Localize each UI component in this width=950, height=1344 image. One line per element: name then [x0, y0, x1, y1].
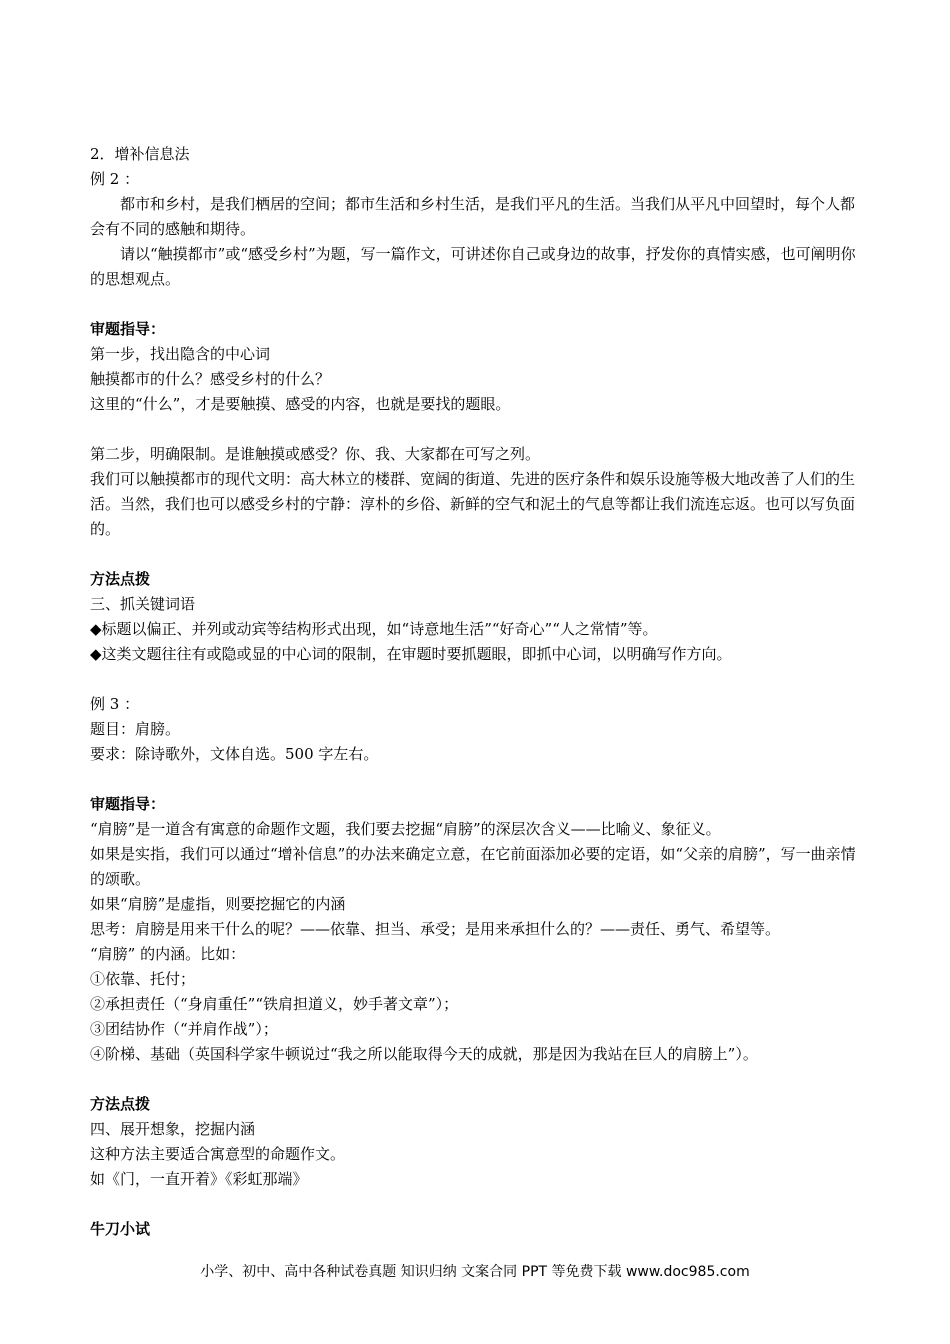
text-line: “肩膀”是一道含有寓意的命题作文题，我们要去挖掘“肩膀”的深层次含义——比喻义、象征义。	[90, 820, 721, 838]
text-line: 要求：除诗歌外，文体自选。500 字左右。	[90, 745, 379, 763]
text-line: 如果“肩膀”是虚指，则要挖掘它的内涵	[90, 895, 346, 913]
text-line: 题目：肩膀。	[90, 720, 181, 738]
guide-heading: 审题指导：	[90, 795, 166, 813]
text-paragraph: 我们可以触摸都市的现代文明：高大林立的楼群、宽阔的街道、先进的医疗条件和娱乐设施等极大地改善了人们的生活。当然，我们也可以感受乡村的宁静：淳朴的乡俗、新鲜的空气和泥土的气息等都让我们流连忘返。也可以写负面的。	[90, 470, 856, 538]
list-item: ④阶梯、基础（英国科学家牛顿说过“我之所以能取得今天的成就，那是因为我站在巨人的肩膀上”）。	[90, 1045, 758, 1063]
bullet-line: ◆这类文题往往有或隐或显的中心词的限制，在审题时要抓题眼，即抓中心词，以明确写作方向。	[90, 645, 732, 663]
text-line: 思考：肩膀是用来干什么的呢？——依靠、担当、承受；是用来承担什么的？——责任、勇气、希望等。	[90, 920, 781, 938]
text-line: 如《门，一直开着》《彩虹那端》	[90, 1170, 308, 1188]
text-line: “肩膀” 的内涵。比如：	[90, 945, 246, 963]
text-line: 触摸都市的什么？感受乡村的什么？	[90, 370, 331, 388]
trial-heading: 牛刀小试	[90, 1220, 151, 1238]
method-heading: 方法点拨	[90, 570, 151, 588]
list-item: ③团结协作（“并肩作战”）；	[90, 1020, 278, 1038]
text-line: 三、抓关键词语	[90, 595, 196, 613]
list-item: ②承担责任（“身肩重任”“铁肩担道义，妙手著文章”）；	[90, 995, 459, 1013]
text-line: 四、展开想象，挖掘内涵	[90, 1120, 256, 1138]
list-item: ①依靠、托付；	[90, 970, 196, 988]
text-paragraph: 如果是实指，我们可以通过“增补信息”的办法来确定立意，在它前面添加必要的定语，如“父亲的肩膀”，写一曲亲情的颂歌。	[90, 845, 856, 888]
text-line: 这种方法主要适合寓意型的命题作文。	[90, 1145, 346, 1163]
method-heading: 方法点拨	[90, 1095, 151, 1113]
document-body	[90, 142, 860, 1242]
section-title: 2．增补信息法	[90, 145, 190, 163]
text-line: 这里的“什么”，才是要触摸、感受的内容，也就是要找的题眼。	[90, 395, 511, 413]
guide-heading: 审题指导：	[90, 320, 166, 338]
example-label: 例 2 ：	[90, 170, 140, 188]
example-paragraph: 都市和乡村，是我们栖居的空间；都市生活和乡村生活，是我们平凡的生活。当我们从平凡中回望时，每个人都会有不同的感触和期待。	[90, 195, 856, 238]
page-footer: 小学、初中、高中各种试卷真题 知识归纳 文案合同 PPT 等免费下载 www.doc985.com	[200, 1264, 750, 1280]
bullet-line: ◆标题以偏正、并列或动宾等结构形式出现，如“诗意地生活”“好奇心”“人之常情”等。	[90, 620, 658, 638]
text-line: 第二步，明确限制。是谁触摸或感受？你、我、大家都在可写之列。	[90, 445, 541, 463]
text-line: 第一步，找出隐含的中心词	[90, 345, 271, 363]
example-paragraph: 请以“触摸都市”或“感受乡村”为题，写一篇作文，可讲述你自己或身边的故事，抒发你的真情实感，也可阐明你的思想观点。	[90, 245, 856, 288]
example-label: 例 3 ：	[90, 695, 140, 713]
